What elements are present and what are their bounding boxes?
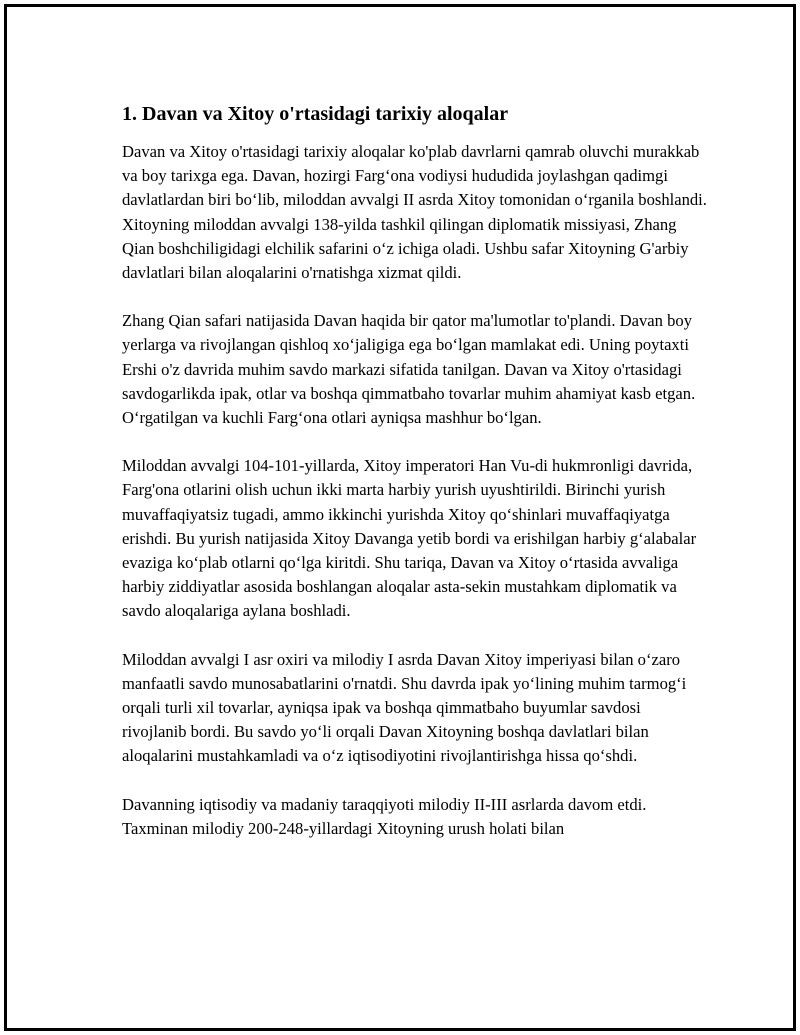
paragraph-3: Miloddan avvalgi 104-101-yillarda, Xitoy imperatori Han Vu-di hukmronligi davrida, Farg'ona otlarini olish uchun ikki marta harbiy yurish uyushtirildi. Birinchi yurish muvaffaqiyatsiz tugadi, ammo ikkinchi yurishda Xitoy qo‘shinlari muvaffaqiyatga erishdi. Bu yurish natijasida Xitoy Davanga yetib bordi va erishilgan harbiy g‘alabalar evaziga ko‘plab otlarni qo‘lga kiritdi. Shu tariqa, Davan va Xitoy o‘rtasida avvaliga harbiy ziddiyatlar asosida boshlangan aloqalar asta-sekin mustahkam diplomatik va savdo aloqalariga aylana boshladi. (122, 456, 697, 621)
paragraph-4: Miloddan avvalgi I asr oxiri va milodiy I asrda Davan Xitoy imperiyasi bilan o‘zaro manfaatli savdo munosabatlarini o'rnatdi. Shu davrda ipak yo‘lining muhim tarmog‘i orqali turli xil tovarlar, ayniqsa ipak va boshqa qimmatbaho buyumlar savdosi rivojlanib bordi. Bu savdo yo‘li orqali Davan Xitoyning boshqa davlatlari bilan aloqalarini mustahkamladi va o‘z iqtisodiyotini rivojlantirishga hissa qo‘shdi. (122, 649, 687, 766)
paragraph-1: Davan va Xitoy o'rtasidagi tarixiy aloqalar ko'plab davrlarni qamrab oluvchi murakkab va boy tarixga ega. Davan, hozirgi Farg‘ona vodiysi hududida joylashgan qadimgi davlatlardan biri bo‘lib, miloddan avvalgi II asrda Xitoy tomonidan o‘rganila boshlandi. Xitoyning miloddan avvalgi 138-yilda tashkil qilingan diplomatik missiyasi, Zhang Qian boshchiligidagi elchilik safarini o‘z ichiga oladi. Ushbu safar Xitoyning G'arbiy davlatlari bilan aloqalarini o'rnatishga xizmat qildi. (122, 142, 707, 283)
paragraph-5: Davanning iqtisodiy va madaniy taraqqiyoti milodiy II-III asrlarda davom etdi. Taxminan milodiy 200-248-yillardagi Xitoyning urush holati bilan (122, 794, 647, 838)
section-heading: 1. Davan va Xitoy o'rtasidagi tarixiy aloqalar (122, 103, 509, 125)
document-body (122, 101, 707, 865)
paragraph-2: Zhang Qian safari natijasida Davan haqida bir qator ma'lumotlar to'plandi. Davan boy yerlarga va rivojlangan qishloq xo‘jaligiga ega bo‘lgan mamlakat edi. Uning poytaxti Ershi o'z davrida muhim savdo markazi sifatida tanilgan. Davan va Xitoy o'rtasidagi savdogarlikda ipak, otlar va boshqa qimmatbaho tovarlar muhim ahamiyat kasb etgan. O‘rgatilgan va kuchli Farg‘ona otlari ayniqsa mashhur bo‘lgan. (122, 311, 696, 428)
page-frame (4, 4, 796, 1031)
